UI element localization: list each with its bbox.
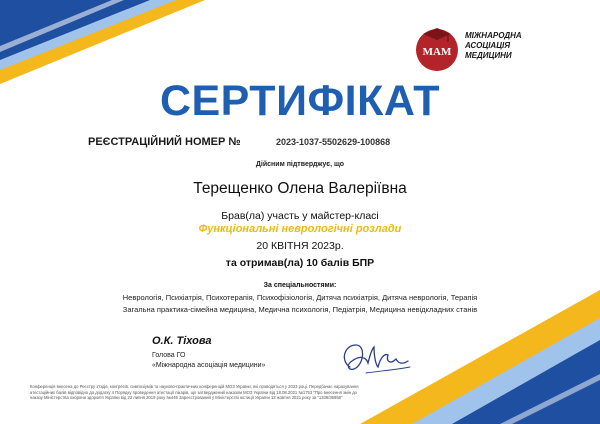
logo-line-1: МІЖНАРОДНА xyxy=(465,31,522,40)
certificate-title: СЕРТИФІКАТ xyxy=(159,77,441,125)
logo-text xyxy=(465,31,522,61)
signer-name: О.К. Тіхова xyxy=(152,335,212,347)
event-title: Функціональні неврологічні розлади xyxy=(198,223,402,235)
points-awarded: та отримав(ла) 10 балів БПР xyxy=(225,257,375,269)
logo-line-2: АСОЦІАЦІЯ xyxy=(465,41,511,50)
confirmation-text: Дійсним підтверджує, що xyxy=(255,161,345,168)
specialties-line-2: Загальна практика-сімейна медицина, Медична психологія, Педіатрія, Медицина невідкладних станів xyxy=(122,305,478,314)
recipient-name: Терещенко Олена Валеріївна xyxy=(193,180,407,197)
specialties-line-1: Неврологія, Психіатрія, Психотерапія, Психофізіологія, Дитяча психіатрія, Дитяча неврологія, Терапія xyxy=(122,293,478,302)
mam-logo xyxy=(414,26,524,72)
signature-icon xyxy=(336,337,418,379)
footer-line-2: атестаційних балів відповідно до додатку 4 Порядку проведення атестації лікарів, що затверджений наказом МОЗ України від 18.08.2021 №1753 "Про внесення змін до xyxy=(30,389,357,395)
registration-label: РЕЄСТРАЦІЙНИЙ НОМЕР № xyxy=(88,136,241,148)
footer-line-3: наказу Міністерства охорони здоров'я України від 22 липня 2019 року №446 Зареєстрований у Міністерстві юстиції України 13 жовтня 2021 року за "1336/36958" xyxy=(30,395,343,401)
footer-line-1: Конференція внесена до Реєстру з'їздів, конгресів, симпозіумів та науково-практичних конференцій МОЗ України, які проводяться у 2023 році. Передбачає нарахування xyxy=(30,384,359,389)
signer-role: Голова ГО xyxy=(152,352,186,359)
signer-organization: «Міжнародна асоціація медицини» xyxy=(152,362,266,369)
footer-legal-text xyxy=(30,384,450,401)
logo-line-3: МЕДИЦИНИ xyxy=(465,51,512,60)
specialties-title: За спеціальностями: xyxy=(263,282,337,289)
graduation-cap-logo-icon xyxy=(414,26,460,72)
registration-number: 2023-1037-5502629-100868 xyxy=(276,137,391,147)
logo-mark-text: МАМ xyxy=(422,46,452,58)
participation-text: Брав(ла) участь у майстер-класі xyxy=(221,210,379,222)
event-date: 20 КВІТНЯ 2023р. xyxy=(256,240,344,252)
